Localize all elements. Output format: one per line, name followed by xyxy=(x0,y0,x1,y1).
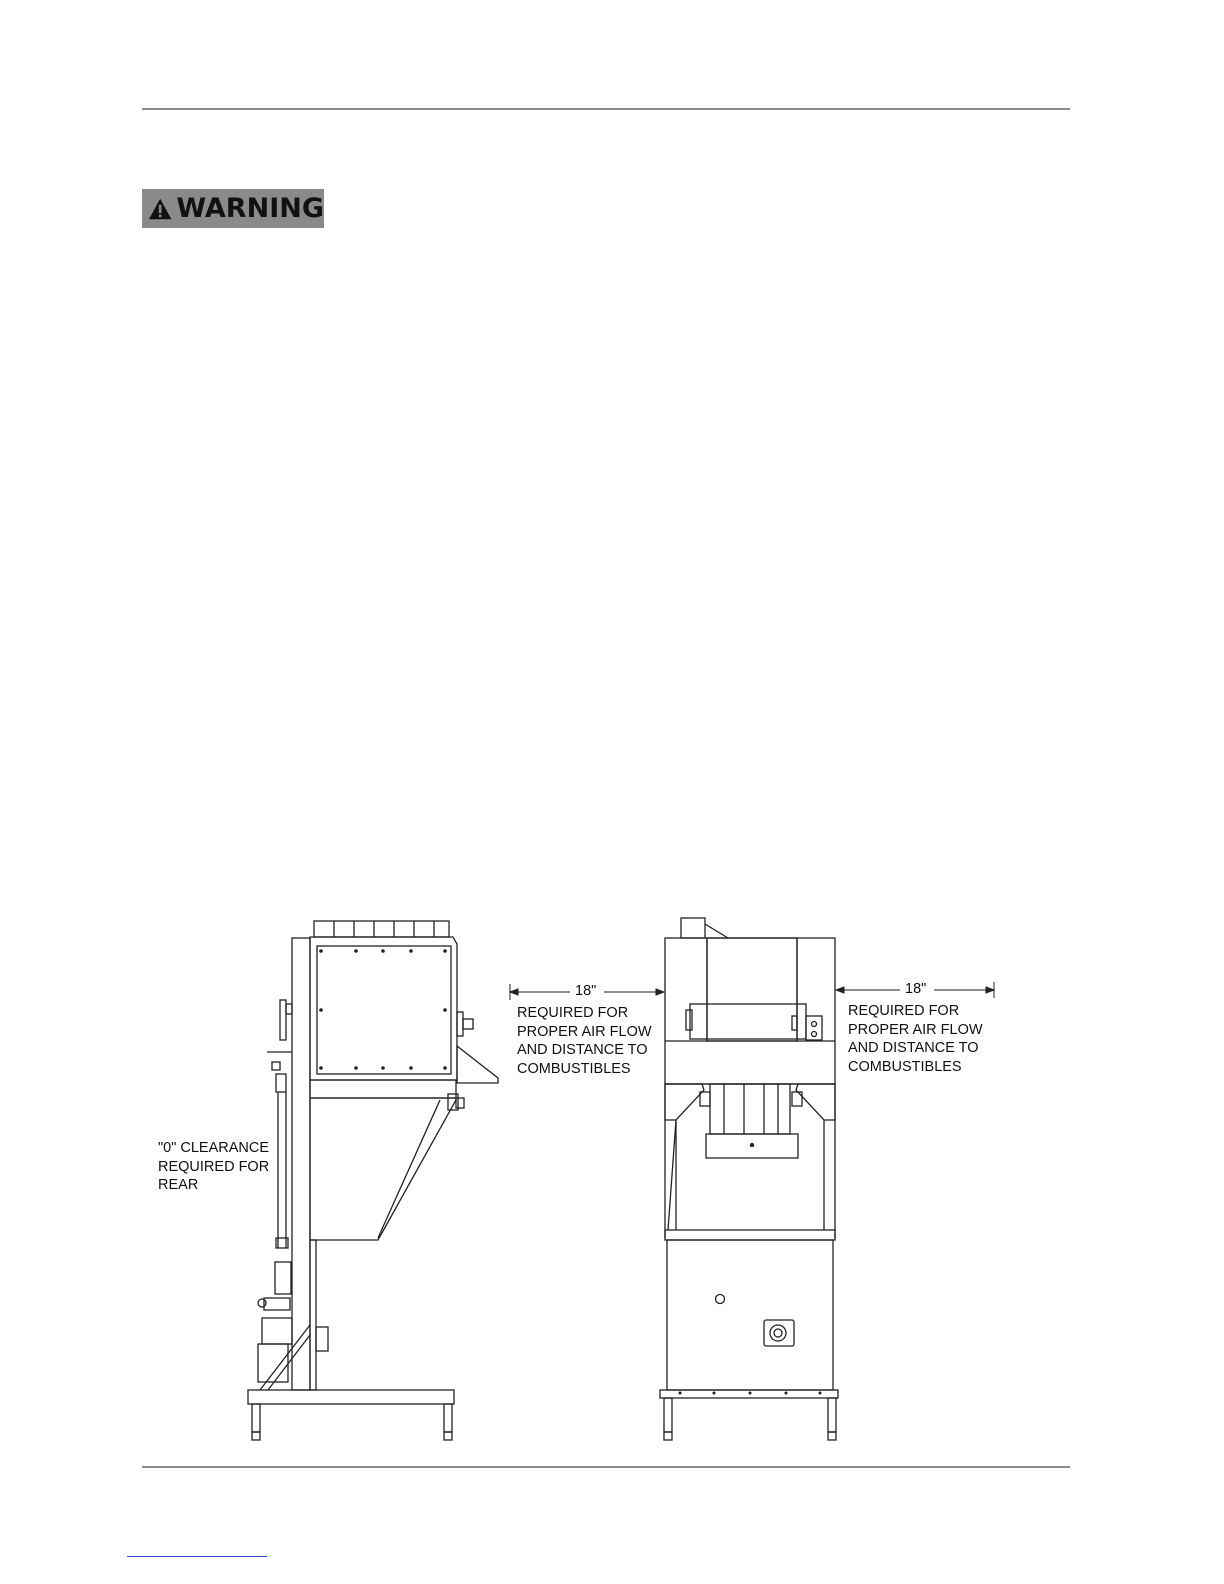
right-note-line: PROPER AIR FLOW xyxy=(848,1021,983,1038)
left-note-line: COMBUSTIBLES xyxy=(517,1060,631,1077)
left-note-line: REQUIRED FOR xyxy=(517,1005,629,1021)
left-clearance-note xyxy=(517,1004,652,1078)
rear-clearance-line: "0" CLEARANCE xyxy=(158,1140,270,1156)
right-note-line: AND DISTANCE TO xyxy=(848,1040,979,1056)
warning-label: WARNING xyxy=(176,193,324,224)
rear-clearance-note xyxy=(158,1139,269,1195)
right-clearance-note xyxy=(848,1002,983,1076)
footer-link-underline[interactable] xyxy=(127,1556,267,1557)
rear-clearance-line: REAR xyxy=(158,1177,199,1193)
side-view-drawing xyxy=(248,921,498,1440)
footer-rule xyxy=(142,1466,1070,1468)
right-note-line: COMBUSTIBLES xyxy=(848,1058,962,1075)
front-view-drawing xyxy=(660,918,838,1440)
right-dimension-value: 18" xyxy=(905,981,927,997)
left-dimension-value: 18" xyxy=(575,983,597,999)
left-note-line: AND DISTANCE TO xyxy=(517,1042,648,1058)
rear-clearance-line: REQUIRED FOR xyxy=(158,1158,270,1175)
right-note-line: REQUIRED FOR xyxy=(848,1003,960,1019)
left-note-line: PROPER AIR FLOW xyxy=(517,1023,652,1040)
